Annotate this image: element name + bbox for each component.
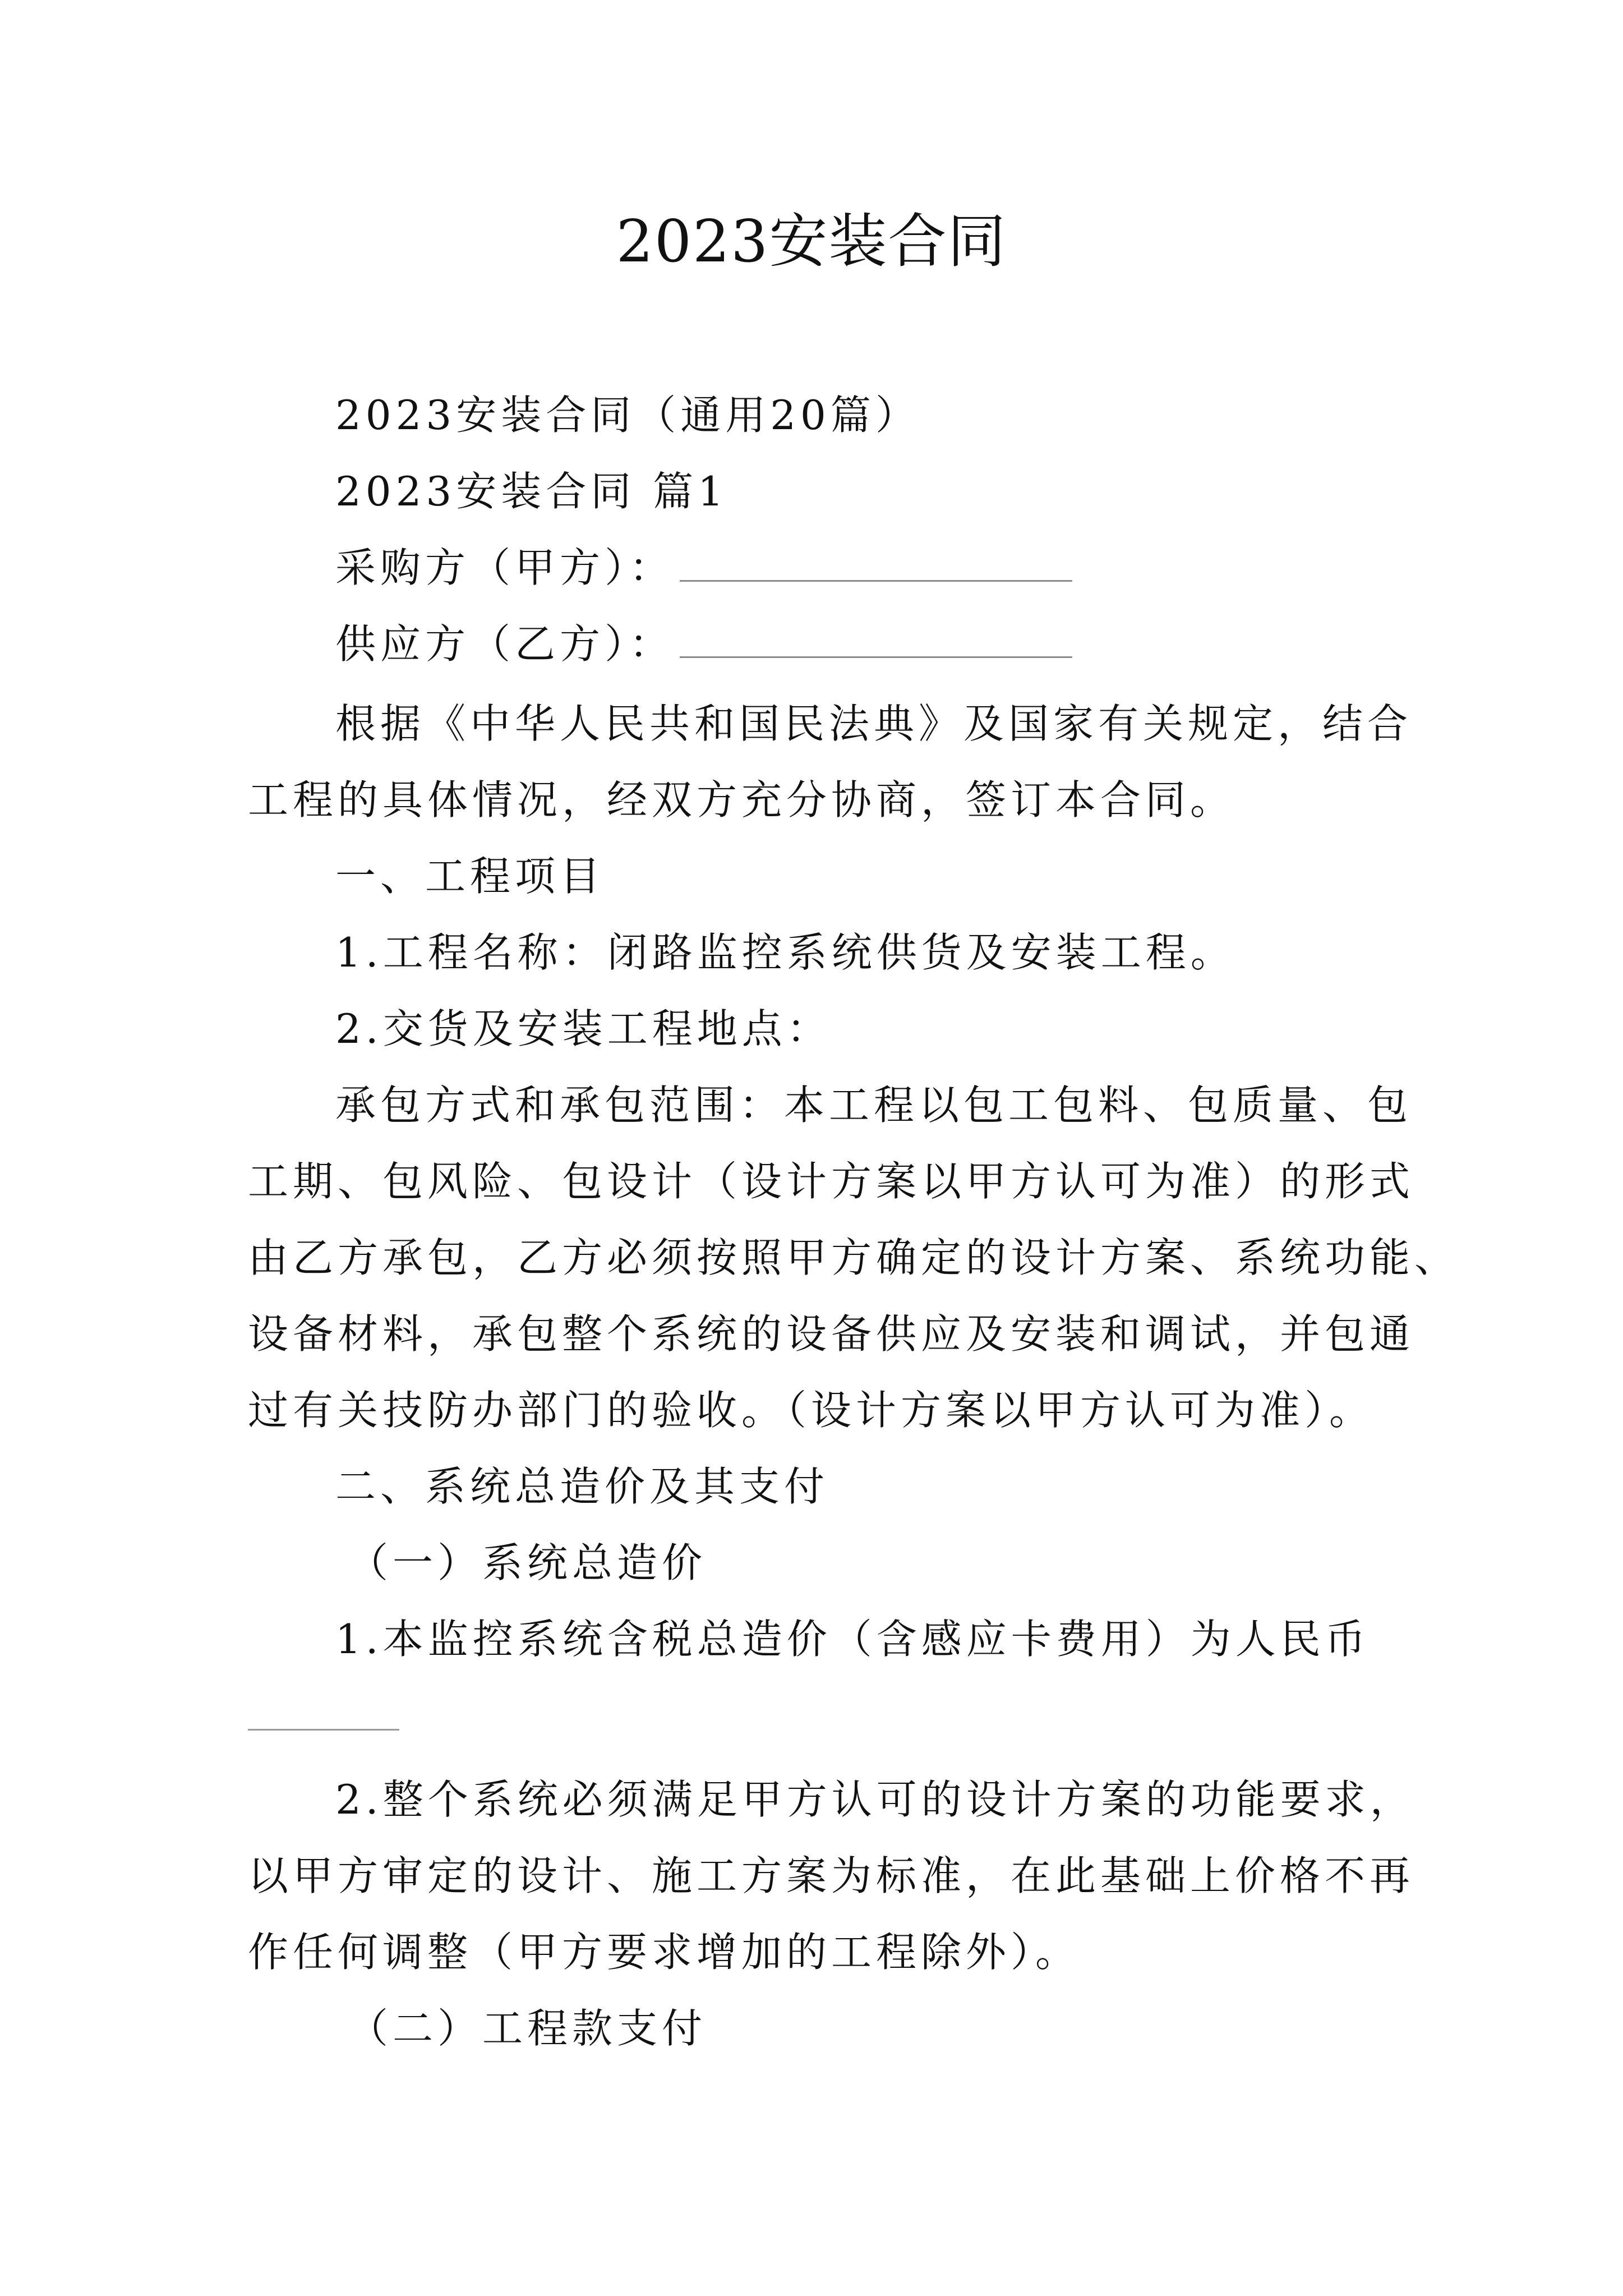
buyer-name-blank	[680, 544, 1072, 582]
buyer-party-line	[335, 540, 1072, 596]
requirement-clause-line-2: 以甲方审定的设计、施工方案为标准，在此基础上价格不再	[248, 1852, 1415, 1899]
contract-scope-line-2: 工期、包风险、包设计（设计方案以甲方认可为准）的形式	[248, 1158, 1415, 1205]
subheading-total-cost: （一）系统总造价	[348, 1539, 707, 1586]
requirement-clause-line-1: 2.整个系统必须满足甲方认可的设计方案的功能要求，	[335, 1776, 1415, 1823]
contract-scope-line-4: 设备材料，承包整个系统的设备供应及安装和调试，并包通	[248, 1310, 1415, 1358]
contract-scope-line-3: 由乙方承包，乙方必须按照甲方确定的设计方案、系统功能、	[248, 1234, 1460, 1281]
contract-scope-line-5: 过有关技防办部门的验收。（设计方案以甲方认可为准）。	[248, 1387, 1375, 1434]
document-title: 2023安装合同	[616, 207, 1007, 275]
total-cost-clause: 1.本监控系统含税总造价（含感应卡费用）为人民币	[335, 1616, 1370, 1663]
amount-blank-line	[248, 1729, 399, 1731]
heading-project: 一、工程项目	[335, 853, 605, 900]
requirement-clause-line-3: 作任何调整（甲方要求增加的工程除外）。	[248, 1929, 1081, 1976]
paragraph-basis-line-2: 工程的具体情况，经双方充分协商，签订本合同。	[248, 776, 1235, 823]
contract-scope-line-1: 承包方式和承包范围：本工程以包工包料、包质量、包	[335, 1082, 1413, 1129]
heading-total-cost: 二、系统总造价及其支付	[335, 1463, 829, 1510]
supplier-party-label: 供应方（乙方）：	[335, 620, 675, 668]
supplier-party-line	[335, 616, 1072, 672]
subheading-payment: （二）工程款支付	[348, 2005, 707, 2052]
paragraph-basis-line-1: 根据《中华人民共和国民法典》及国家有关规定，结合	[335, 700, 1413, 747]
buyer-party-label: 采购方（甲方）：	[335, 544, 675, 591]
document-subtitle: 2023安装合同（通用20篇）	[335, 392, 920, 439]
section-heading-part-1: 2023安装合同 篇1	[335, 468, 728, 515]
supplier-name-blank	[680, 620, 1072, 658]
project-location-clause: 2.交货及安装工程地点：	[335, 1005, 832, 1052]
project-name-clause: 1.工程名称：闭路监控系统供货及安装工程。	[335, 929, 1235, 976]
